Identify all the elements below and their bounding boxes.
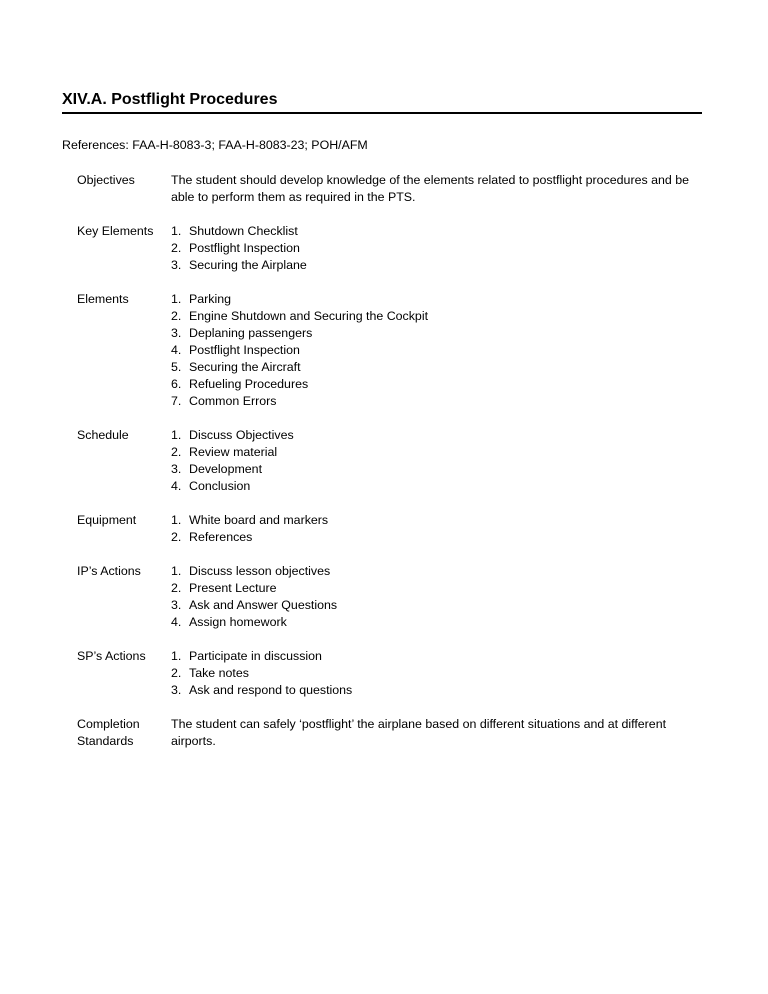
key-elements-row: [62, 223, 702, 274]
objectives-text: The student should develop knowledge of the elements related to postflight procedures and be able to perform them as required in the PTS.: [171, 173, 689, 204]
schedule-row: [62, 427, 702, 495]
list-item: 3. Development: [171, 462, 263, 476]
ips-actions-list: [171, 563, 698, 631]
list-item: 3. Deplaning passengers: [171, 326, 313, 340]
list-item: 3. Ask and Answer Questions: [171, 598, 338, 612]
list-item: 4. Assign homework: [171, 615, 287, 629]
page-title: XIV.A. Postflight Procedures: [62, 90, 702, 114]
sps-actions-row: [62, 648, 702, 699]
completion-standards-label: Completion Standards: [77, 717, 140, 748]
list-item: 5. Securing the Aircraft: [171, 360, 301, 374]
list-item: 7. Common Errors: [171, 394, 277, 408]
list-item: 2. References: [171, 530, 253, 544]
list-item: 2. Engine Shutdown and Securing the Cockpit: [171, 309, 429, 323]
ips-actions-row: [62, 563, 702, 631]
equipment-label: Equipment: [77, 513, 137, 527]
list-item: 4. Conclusion: [171, 479, 251, 493]
references-line: References: FAA-H-8083-3; FAA-H-8083-23; POH/AFM: [62, 138, 368, 152]
sps-actions-list: [171, 648, 698, 699]
schedule-label: Schedule: [77, 428, 129, 442]
lesson-plan-page: [62, 90, 702, 767]
list-item: 6. Refueling Procedures: [171, 377, 309, 391]
list-item: 1. Discuss Objectives: [171, 428, 294, 442]
ips-actions-label: IP’s Actions: [77, 564, 141, 578]
list-item: 1. White board and markers: [171, 513, 329, 527]
list-item: 2. Take notes: [171, 666, 249, 680]
key-elements-list: [171, 223, 698, 274]
schedule-list: [171, 427, 698, 495]
objectives-label: Objectives: [77, 173, 135, 187]
elements-label: Elements: [77, 292, 129, 306]
sps-actions-label: SP’s Actions: [77, 649, 146, 663]
list-item: 2. Postflight Inspection: [171, 241, 300, 255]
lesson-plan-table: [62, 172, 702, 750]
elements-row: [62, 291, 702, 410]
list-item: 3. Ask and respond to questions: [171, 683, 353, 697]
key-elements-label: Key Elements: [77, 224, 154, 238]
list-item: 1. Shutdown Checklist: [171, 224, 298, 238]
completion-standards-text: The student can safely ‘postflight’ the airplane based on different situations and at different airports.: [171, 717, 667, 748]
equipment-row: [62, 512, 702, 546]
elements-list: [171, 291, 698, 410]
equipment-list: [171, 512, 698, 546]
list-item: 1. Participate in discussion: [171, 649, 322, 663]
list-item: 2. Review material: [171, 445, 278, 459]
completion-standards-row: [62, 716, 702, 750]
objectives-row: [62, 172, 702, 206]
list-item: 2. Present Lecture: [171, 581, 277, 595]
list-item: 3. Securing the Airplane: [171, 258, 307, 272]
list-item: 4. Postflight Inspection: [171, 343, 300, 357]
list-item: 1. Parking: [171, 292, 232, 306]
list-item: 1. Discuss lesson objectives: [171, 564, 331, 578]
